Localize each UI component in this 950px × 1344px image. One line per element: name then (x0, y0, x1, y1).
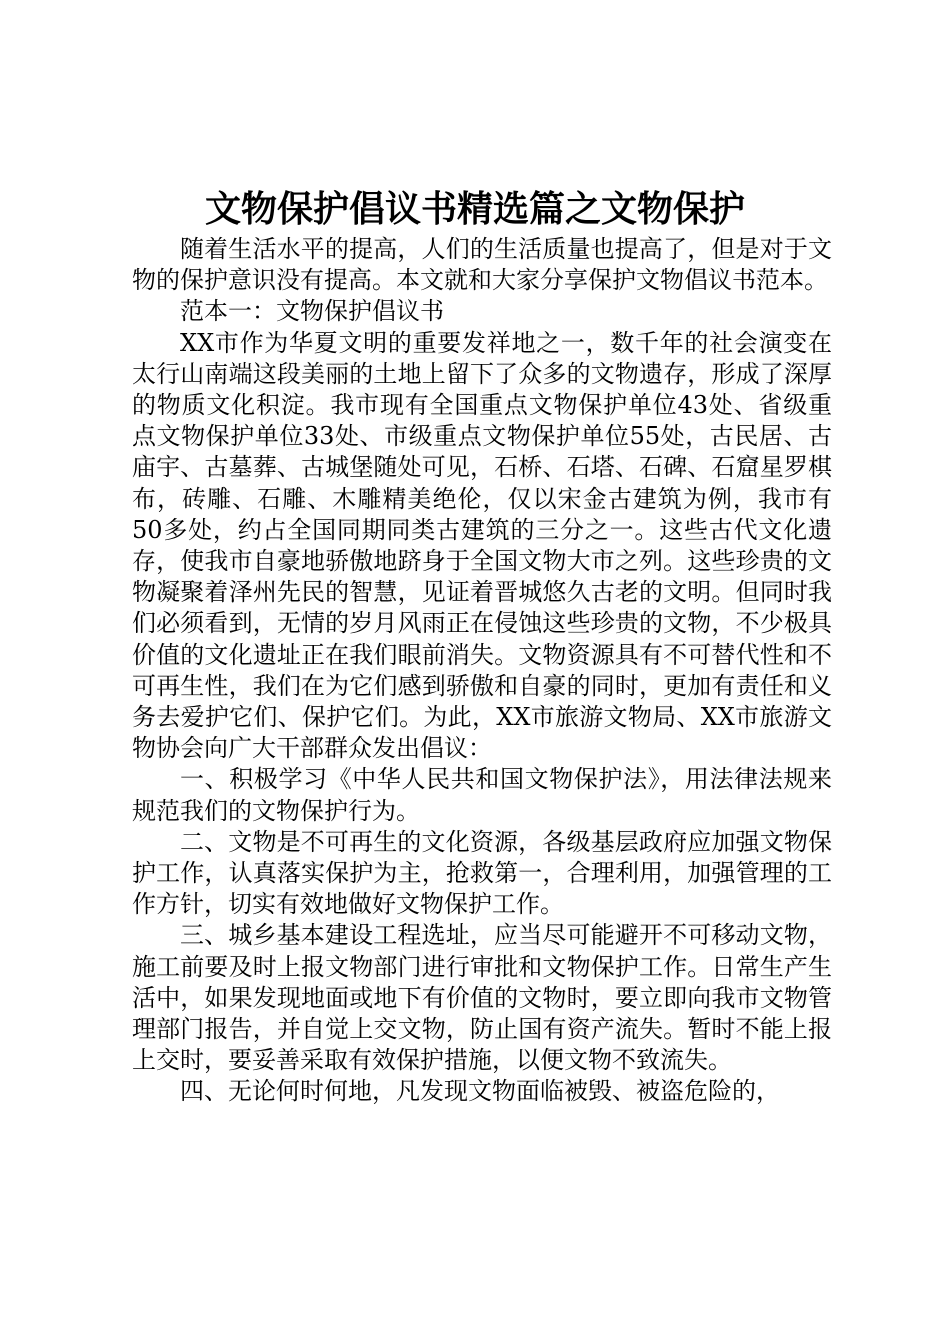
paragraph-item-2: 二、文物是不可再生的文化资源，各级基层政府应加强文物保护工作，认真落实保护为主，抢救第一，合理利用，加强管理的工作方针，切实有效地做好文物保护工作。 (132, 827, 832, 919)
paragraph-sample-heading: 范本一：文物保护倡议书 (180, 297, 444, 326)
paragraph-item-3: 三、城乡基本建设工程选址，应当尽可能避开不可移动文物，施工前要及时上报文物部门进行审批和文物保护工作。日常生产生活中，如果发现地面或地下有价值的文物时，要立即向我市文物管理部门报告，并自觉上交文物，防止国有资产流失。暂时不能上报上交时，要妥善采取有效保护措施，以便文物不致流失。 (132, 921, 832, 1075)
paragraph-intro: 随着生活水平的提高，人们的生活质量也提高了，但是对于文物的保护意识没有提高。本文就和大家分享保护文物倡议书范本。 (132, 235, 832, 295)
paragraph-item-4: 四、无论何时何地，凡发现文物面临被毁、被盗危险的， (180, 1077, 780, 1106)
paragraph-item-1: 一、积极学习《中华人民共和国文物保护法》，用法律法规来规范我们的文物保护行为。 (132, 765, 832, 825)
document-title: 文物保护倡议书精选篇之文物保护 (204, 188, 745, 230)
paragraph-background: XX市作为华夏文明的重要发祥地之一，数千年的社会演变在太行山南端这段美丽的土地上留下了众多的文物遗存，形成了深厚的物质文化积淀。我市现有全国重点文物保护单位43处、省级重点文物保护单位33处、市级重点文物保护单位55处，古民居、古庙宇、古墓葬、古城堡随处可见，石桥、石塔、石碑、石窟星罗棋布，砖雕、石雕、木雕精美绝伦，仅以宋金古建筑为例，我市有50多处，约占全国同期同类古建筑的三分之一。这些古代文化遗存，使我市自豪地骄傲地跻身于全国文物大市之列。这些珍贵的文物凝聚着泽州先民的智慧，见证着晋城悠久古老的文明。但同时我们必须看到，无情的岁月风雨正在侵蚀这些珍贵的文物，不少极具价值的文化遗址正在我们眼前消失。文物资源具有不可替代性和不可再生性，我们在为它们感到骄傲和自豪的同时，更加有责任和义务去爱护它们、保护它们。为此，XX市旅游文物局、XX市旅游文物协会向广大干部群众发出倡议： (132, 328, 832, 763)
document-body (132, 234, 832, 1108)
